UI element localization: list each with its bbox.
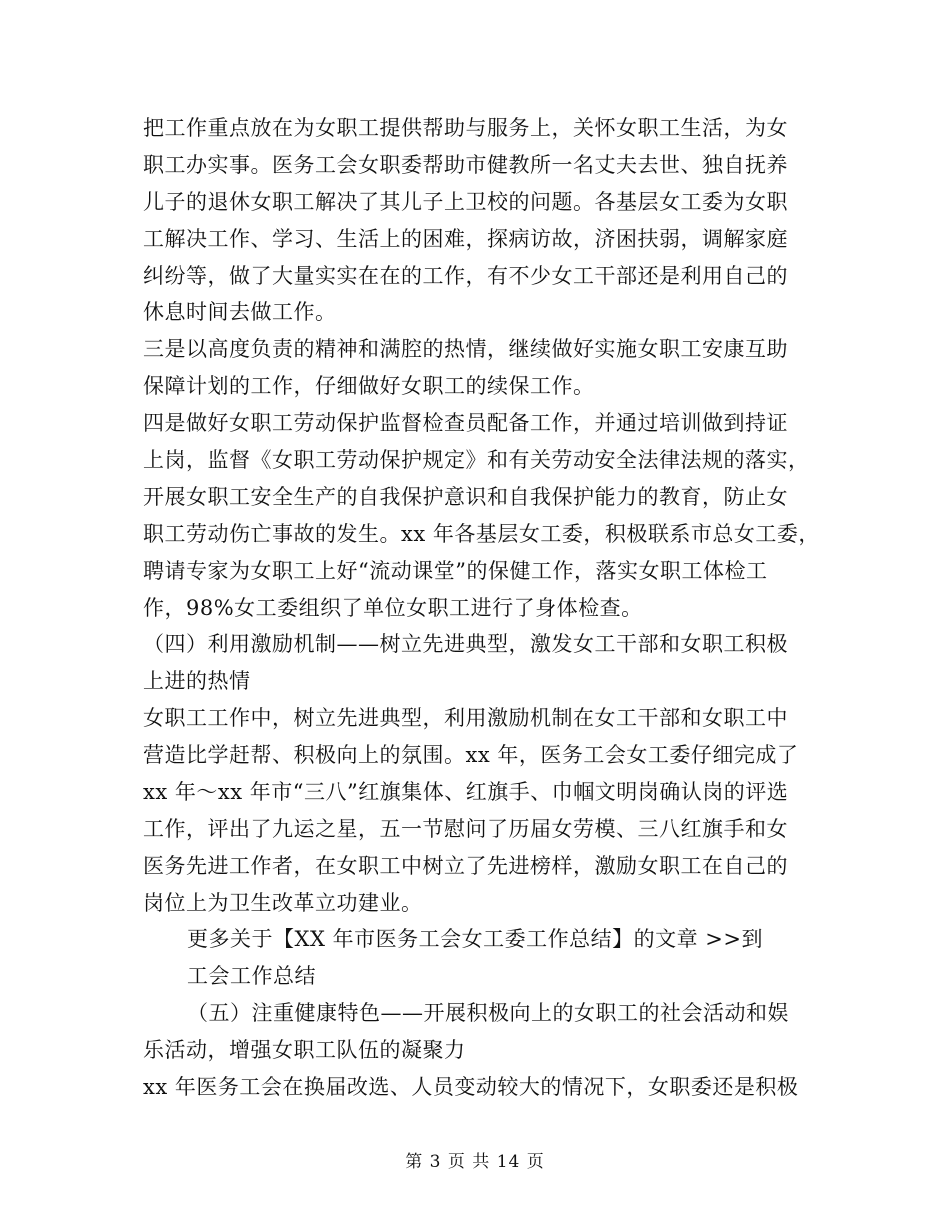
text-line: 医务先进工作者，在女职工中树立了先进榜样，激励女职工在自己的 xyxy=(143,854,788,878)
text-line: 儿子的退休女职工解决了其儿子上卫校的问题。各基层女工委为女职 xyxy=(143,190,788,214)
text-line: 纠纷等，做了大量实实在在的工作，有不少女工干部还是利用自己的 xyxy=(143,264,788,288)
text-line: 休息时间去做工作。 xyxy=(143,300,337,324)
text-line: 乐活动，增强女职工队伍的凝聚力 xyxy=(143,1038,466,1062)
text-line: 岗位上为卫生改革立功建业。 xyxy=(143,891,423,915)
page-number: 第 3 页 共 14 页 xyxy=(405,1152,545,1172)
section-heading: （五）注重健康特色——开展积极向上的女职工的社会活动和娱 xyxy=(187,1001,789,1025)
text-line: 工解决工作、学习、生活上的困难，探病访故，济困扶弱，调解家庭 xyxy=(143,227,788,251)
more-articles-link[interactable]: 更多关于【XX 年市医务工会女工委工作总结】的文章 >>到 xyxy=(187,927,763,951)
text-line: 工作，评出了九运之星，五一节慰问了历届女劳模、三八红旗手和女 xyxy=(143,817,788,841)
text-line: 女职工工作中，树立先进典型，利用激励机制在女工干部和女职工中 xyxy=(143,706,788,730)
text-line: （四）利用激励机制——树立先进典型，激发女工干部和女职工积极 xyxy=(143,632,788,656)
text-line: 四是做好女职工劳动保护监督检查员配备工作，并通过培训做到持证 xyxy=(143,411,788,435)
text-line: 职工办实事。医务工会女职委帮助市健教所一名丈夫去世、独自抚养 xyxy=(143,153,788,177)
text-line: 三是以高度负责的精神和满腔的热情，继续做好实施女职工安康互助 xyxy=(143,337,788,361)
text-line: 把工作重点放在为女职工提供帮助与服务上，关怀女职工生活，为女 xyxy=(143,116,788,140)
text-line: 上岗，监督《女职工劳动保护规定》和有关劳动安全法律法规的落实， xyxy=(143,448,810,472)
text-line: 职工劳动伤亡事故的发生。xx 年各基层女工委，积极联系市总女工委， xyxy=(143,522,820,546)
related-category-link[interactable]: 工会工作总结 xyxy=(187,964,316,988)
text-line: 开展女职工安全生产的自我保护意识和自我保护能力的教育，防止女 xyxy=(143,485,788,509)
text-line: xx 年～xx 年市“三八”红旗集体、红旗手、巾帼文明岗确认岗的评选 xyxy=(143,780,789,804)
text-line: 上进的热情 xyxy=(143,669,251,693)
text-line: xx 年医务工会在换届改选、人员变动较大的情况下，女职委还是积极 xyxy=(143,1075,799,1099)
text-line: 作，98%女工委组织了单位女职工进行了身体检查。 xyxy=(143,596,643,620)
text-line: 保障计划的工作，仔细做好女职工的续保工作。 xyxy=(143,374,595,398)
text-line: 聘请专家为女职工上好“流动课堂”的保健工作，落实女职工体检工 xyxy=(143,559,768,583)
text-line: 营造比学赶帮、积极向上的氛围。xx 年，医务工会女工委仔细完成了 xyxy=(143,743,799,767)
